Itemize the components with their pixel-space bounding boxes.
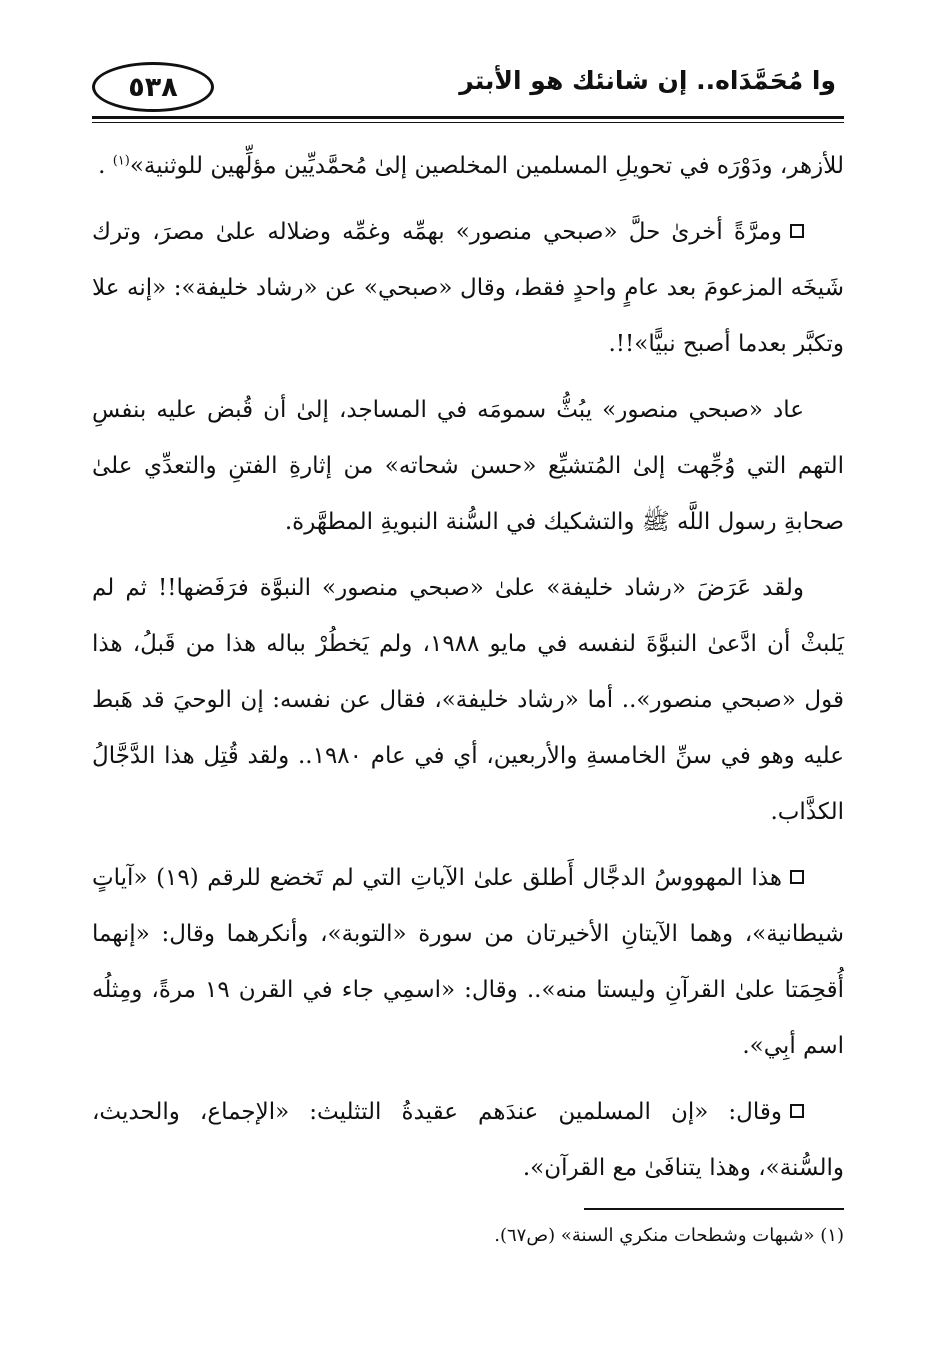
paragraph-text: وقال: «إن المسلمين عندَهم عقيدةُ التثليث: «الإجماع، والحديث، والسُّنة»، وهذا يتنافَىٰ مع القرآن». — [92, 1099, 844, 1181]
page-header — [92, 62, 844, 118]
footnote-divider — [584, 1208, 844, 1210]
square-bullet-icon — [790, 1104, 804, 1118]
paragraph-5 — [92, 850, 844, 1074]
page-number: ٥٣٨ — [92, 62, 214, 112]
paragraph-3 — [92, 382, 844, 550]
running-title: وا مُحَمَّدَاه.. إن شانئك هو الأبتر — [459, 66, 836, 95]
paragraph-text: هذا المهووسُ الدجَّال أَطلق علىٰ الآياتِ التي لم تَخضع للرقم (١٩) «آياتٍ شيطانية»، وهما الآيتانِ الأخيرتان من سورة «التوبة»، وأنكرهما وقال: «إنهما أُقحِمَتا علىٰ القرآنِ وليستا منه».. وقال: «اسمِي جاء في القرن ١٩ مرةً، ومِثلُه اسم أبِي». — [92, 865, 844, 1059]
paragraph-4 — [92, 560, 844, 840]
paragraph-2 — [92, 204, 844, 372]
square-bullet-icon — [790, 224, 804, 238]
square-bullet-icon — [790, 870, 804, 884]
paragraph-text: عاد «صبحي منصور» يبُثُّ سمومَه في المساجد، إلىٰ أن قُبض عليه بنفسِ التهم التي وُجِّهت إلىٰ المُتشيِّع «حسن شحاته» من إثارةِ الفتنِ والتعدِّي علىٰ صحابةِ رسول اللَّه ﷺ والتشكيك في السُّنة النبويةِ المطهَّرة. — [92, 397, 844, 535]
paragraph-text: ومرَّةً أخرىٰ حلَّ «صبحي منصور» بهمِّه وغمِّه وضلاله علىٰ مصرَ، وترك شَيخَه المزعومَ بعد عامٍ واحدٍ فقط، وقال «صبحي» عن «رشاد خليفة»: «إنه علا وتكبَّر بعدما أصبح نبيًّا»!!. — [92, 219, 844, 357]
paragraph-6 — [92, 1084, 844, 1196]
paragraph-tail: . — [98, 153, 113, 179]
footnote-marker[interactable]: (١) — [112, 153, 130, 169]
footnote-marker: (١) — [820, 1225, 844, 1246]
paragraph-text: للأزهر، ودَوْرَه في تحويلِ المسلمين المخلصين إلىٰ مُحمَّديِّين مؤلِّهين للوثنية» — [129, 153, 844, 179]
body-text — [92, 138, 844, 1206]
header-rule — [92, 116, 844, 119]
paragraph-1 — [92, 138, 844, 194]
paragraph-text: ولقد عَرَضَ «رشاد خليفة» علىٰ «صبحي منصور» النبوَّة فرَفَضها!! ثم لم يَلبثْ أن ادَّعىٰ النبوَّةَ لنفسه في مايو ١٩٨٨، ولم يَخطُرْ بباله هذا من قَبلُ، هذا قول «صبحي منصور».. أما «رشاد خليفة»، فقال عن نفسه: إن الوحيَ قد هَبط عليه وهو في سنِّ الخامسةِ والأربعين، أي في عام ١٩٨٠.. ولقد قُتِل هذا الدَّجَّالُ الكذَّاب. — [92, 575, 845, 825]
header-rule-thin — [92, 122, 844, 123]
footnote-text: «شبهات وشطحات منكري السنة» (ص٦٧). — [494, 1225, 815, 1246]
footnote — [104, 1222, 844, 1250]
